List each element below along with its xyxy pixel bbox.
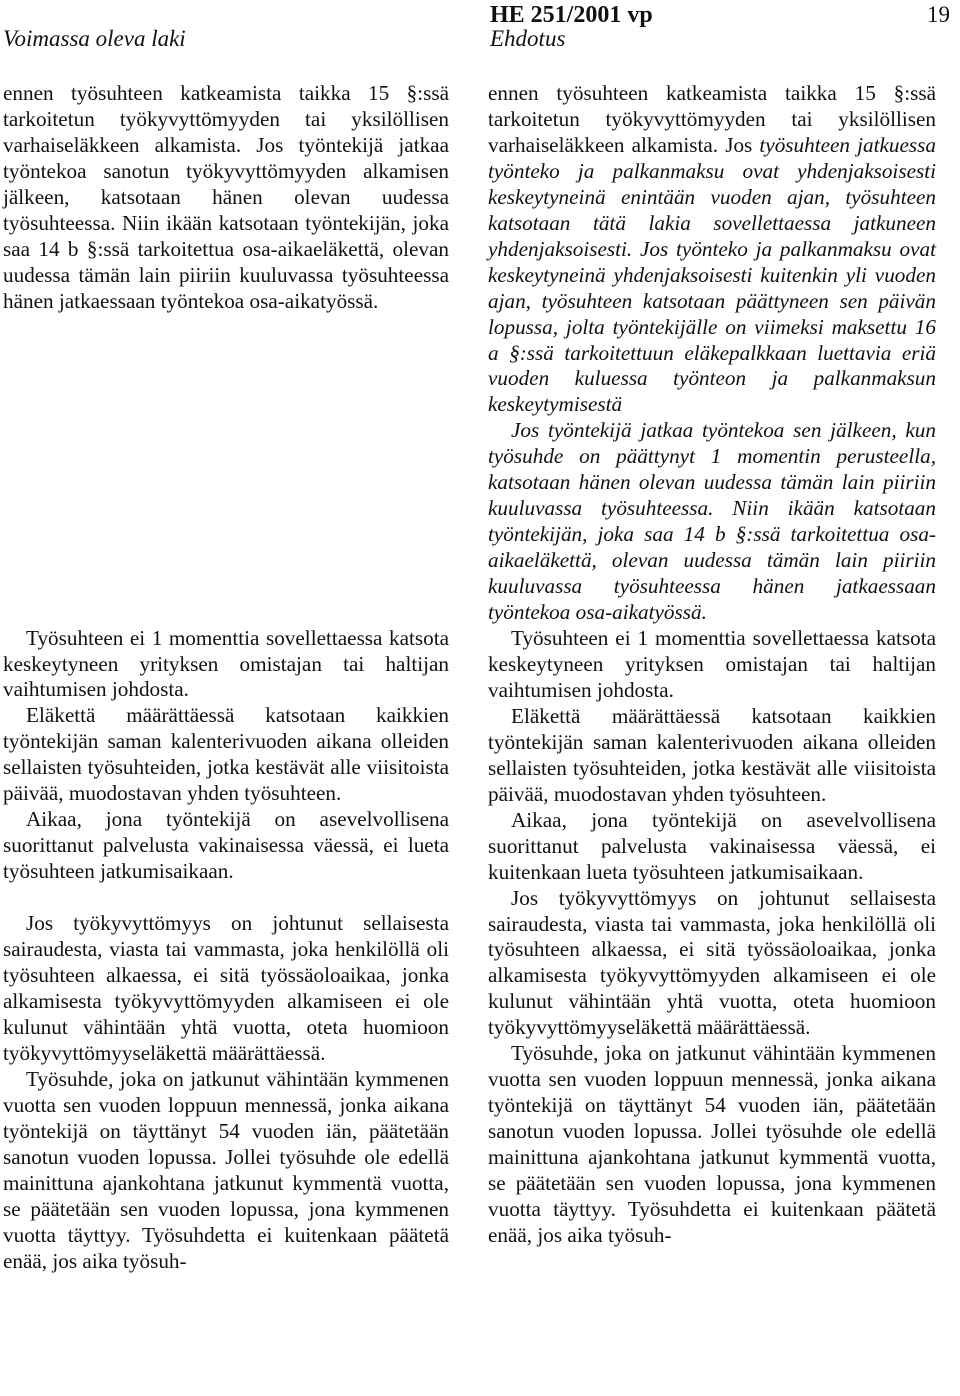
left-paragraph-4: Aikaa, jona työntekijä on asevelvollisena suorittanut palvelusta vakinaisessa väessä, ei lueta työsuhteen jatkumisaikaan. [3,807,449,884]
right-paragraph-5: Aikaa, jona työntekijä on asevelvollisena suorittanut palvelusta vakinaisessa väessä, ei kuitenkaan lueta työsuhteen jatkumisaikaan. [488,807,936,884]
left-paragraph-1: ennen työsuhteen katkeamista taikka 15 §:ssä tarkoitetun työkyvyttömyyden tai yksilöllisen varhaiseläkkeen alkamista. Jos työntekijä jatkaa työntekoa sanotun työkyvyttömyyden alkamisen jälkeen, katsotaan hänen olevan uudessa työsuhteessa. Niin ikään katsotaan työntekijän, joka saa 14 b §:ssä tarkoitettua osa-aikaeläkettä, olevan uudessa tämän lain piiriin kuuluvassa työsuhteessa hänen jatkaessaan työntekoa osa-aikatyössä. [3,81,449,313]
left-paragraph-5: Jos työkyvyttömyys on johtunut sellaisesta sairaudesta, viasta tai vammasta, joka henkilöllä oli työsuhteen alkaessa, ei sitä työssäoloaikaa, jonka alkamisesta työkyvyttömyyden alkamiseen ei ole kulunut vähintään yhtä vuotta, oteta huomioon työkyvyttömyyseläkettä määrättäessä. [3,911,449,1065]
right-paragraph-1-text: ennen työsuhteen katkeamista taikka 15 §:ssä tarkoitetun työkyvyttömyyden tai yksilöllisen varhaiseläkkeen alkamista. Jos [488,81,936,157]
page-number: 19 [927,2,950,27]
right-paragraph-6: Jos työkyvyttömyys on johtunut sellaisesta sairaudesta, viasta tai vammasta, joka henkilöllä oli työsuhteen alkaessa, ei sitä työssäoloaikaa, jonka alkamisesta työkyvyttömyyden alkamiseen ei ole kulunut vähintään yhtä vuotta, oteta huomioon työkyvyttömyyseläkettä määrättäessä. [488,885,936,1040]
left-column-spacer-2 [3,885,449,911]
current-law-heading: Voimassa oleva laki [3,26,186,51]
right-paragraph-1 [488,81,936,418]
proposal-column [488,81,936,1249]
proposal-heading: Ehdotus [490,26,566,51]
right-paragraph-2-amendment: Jos työntekijä jatkaa työntekoa sen jälkeen, kun työsuhde on päättynyt 1 momentin perusteella, katsotaan hänen olevan uudessa tämän lain piiriin kuuluvassa työsuhteessa. Niin ikään katsotaan työntekijän, joka saa 14 b §:ssä tarkoitettua osa-aikaeläkettä, olevan uudessa tämän lain piiriin kuuluvassa työsuhteessa hänen jatkaessaan työntekoa osa-aikatyössä. [488,418,936,625]
right-paragraph-3: Työsuhteen ei 1 momenttia sovellettaessa katsota keskeytyneen yrityksen omistajan tai haltijan vaihtumisen johdosta. [488,626,936,702]
left-paragraph-3: Eläkettä määrättäessä katsotaan kaikkien työntekijän saman kalenterivuoden aikana olleiden sellaisten työsuhteiden, jotka kestävät alle viisitoista päivää, muodostavan yhden työsuhteen. [3,703,449,806]
right-paragraph-7: Työsuhde, joka on jatkunut vähintään kymmenen vuotta sen vuoden loppuun mennessä, jonka aikana työntekijä on täyttänyt 54 vuoden iän, päätetään sanotun vuoden lopussa. Jollei työsuhde ole edellä mainittuna ajankohtana jatkunut kymmentä vuotta, se päätetään sen vuoden lopussa, jona kymmenen vuotta täyttyy. Työsuhdetta ei kuitenkaan päätetä enää, jos aika työsuh- [488,1041,936,1247]
right-paragraph-1-amendment: työsuhteen jatkuessa työnteko ja palkanmaksu ovat yhdenjaksoisesti keskeytyneinä enintään vuoden ajan, työsuhteen katsotaan tätä lakia sovellettaessa jatkuneen yhdenjaksoisesti. Jos työnteko ja palkanmaksu ovat keskeytyneinä yhdenjaksoisesti kuitenkin yli vuoden ajan, työsuhteen katsotaan päättyneen sen päivän lopussa, jolta työntekijälle on viimeksi maksettu 16 a §:ssä tarkoitettuun eläkepalkkaan luettavia eriä vuoden kuluessa työnteon ja palkanmaksun keskeytymisestä [488,132,937,417]
right-paragraph-4: Eläkettä määrättäessä katsotaan kaikkien työntekijän saman kalenterivuoden aikana olleiden sellaisten työsuhteiden, jotka kestävät alle viisitoista päivää, muodostavan yhden työsuhteen. [488,703,936,806]
current-law-column [3,81,449,1274]
left-paragraph-6: Työsuhde, joka on jatkunut vähintään kymmenen vuotta sen vuoden loppuun mennessä, jonka aikana työntekijä on täyttänyt 54 vuoden iän, päätetään sanotun vuoden lopussa. Jollei työsuhde ole edellä mainittuna ajankohtana jatkunut kymmentä vuotta, se päätetään sen vuoden lopussa, jona kymmenen vuotta täyttyy. Työsuhdetta ei kuitenkaan päätetä enää, jos aika työsuh- [3,1066,449,1273]
bill-number: HE 251/2001 vp [490,2,653,28]
left-column-spacer [3,315,449,626]
page-header [0,0,960,60]
left-paragraph-2: Työsuhteen ei 1 momenttia sovellettaessa katsota keskeytyneen yrityksen omistajan tai haltijan vaihtumisen johdosta. [3,625,449,702]
